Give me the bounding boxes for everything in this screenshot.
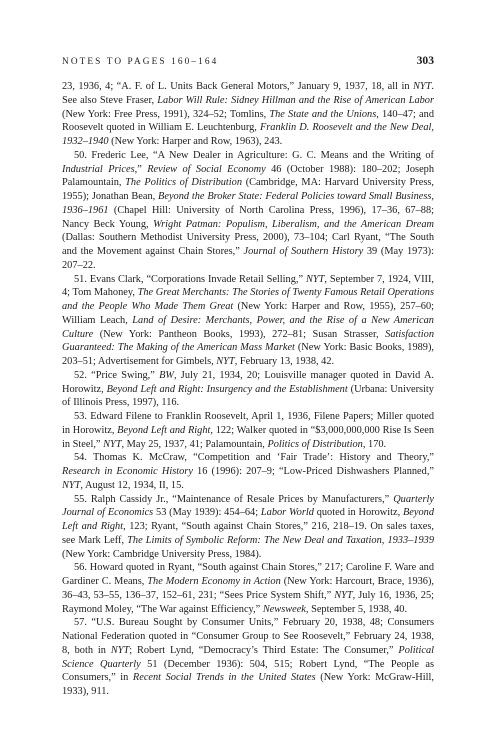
italic-title: NYT xyxy=(110,644,130,656)
italic-title: Newsweek xyxy=(262,603,306,615)
note-50: 50. Frederic Lee, “A New Dealer in Agriculture: G. C. Means and the Writing of Industrial Prices,” Review of Social Economy 46 (October 1988): 180–202; Joseph Palamountain, The Politics of Distribution (Cambridge, MA: Harvard University Press, 1955); Jonathan Bean, Beyond the Broker State: Federal Policies toward Small Business, 1936–1961 (Chapel Hill: University of North Carolina Press, 1996), 17–36, 67–88; Nancy Beck Young, Wright Patman: Populism, Liberalism, and the American Dream (Dallas: Southern Methodist University Press, 2000), 73–104; Carl Ryant, “The South and the Movement against Chain Stores,” Journal of Southern History 39 (May 1973): 207–22. xyxy=(62,149,434,271)
italic-title: Beyond the Broker State: Federal Policies toward Small Business, 1936–1961 xyxy=(62,191,434,216)
note-54: 54. Thomas K. McCraw, “Competition and ‘Fair Trade’: History and Theory,” Research in Economic History 16 (1996): 207–9; “Low-Priced Dishwashers Planned,” NYT, August 12, 1934, II, 15. xyxy=(62,452,434,491)
italic-title: Recent Social Trends in the United States xyxy=(132,672,316,684)
italic-title: Industrial Prices xyxy=(62,163,135,175)
italic-title: The Modern Economy in Action xyxy=(147,576,281,587)
note-53: 53. Edward Filene to Franklin Roosevelt, April 1, 1936, Filene Papers; Miller quoted in Horowitz, Beyond Left and Right, 122; Walker quoted in “$3,000,000,000 Rise Is Seen in Steel,” NYT, May 25, 1937, 41; Palamountain, Politics of Distribution, 170. xyxy=(62,411,434,450)
note-continuation: 23, 1936, 4; “A. F. of L. Units Back General Motors,” January 9, 1937, 18, all in NYT. See also Steve Fraser, Labor Will Rule: Sidney Hillman and the Rise of American Labor (New York: Free Press, 1991), 324–52; Tomlins, The State and the Unions, 140–47; and Roosevelt quoted in William E. Leuchtenburg, Franklin D. Roosevelt and the New Deal, 1932–1940 (New York: Harper and Row, 1963), 243. xyxy=(62,81,434,147)
italic-title: Quarterly Journal of Economics xyxy=(62,493,434,519)
italic-title: Beyond Left and Right xyxy=(62,507,434,532)
italic-title: Politics of Distribution xyxy=(267,438,363,450)
note-52: 52. “Price Swing,” BW, July 21, 1934, 20; Louisville manager quoted in David A. Horowitz, Beyond Left and Right: Insurgency and the Establishment (Urbana: University of Illinois Press, 1997), 116. xyxy=(62,369,434,409)
italic-title: Beyond Left and Right xyxy=(117,424,211,436)
italic-title: NYT xyxy=(334,589,353,601)
italic-title: The State and the Unions xyxy=(269,108,377,120)
italic-title: Labor Will Rule: Sidney Hillman and the Rise of American Labor xyxy=(157,94,434,106)
italic-title: NYT xyxy=(305,273,325,285)
italic-title: BW xyxy=(159,369,174,381)
note-51: 51. Evans Clark, “Corporations Invade Retail Selling,” NYT, September 7, 1924, VIII, 4; Tom Mahoney, The Great Merchants: The Stories of Twenty Famous Retail Operations and the People Who Made Them Great (New York: Harper and Row, 1955), 257–60; William Leach, Land of Desire: Merchants, Power, and the Rise of a New American Culture (New York: Pantheon Books, 1993), 272–81; Susan Strasser, Satisfaction Guaranteed: The Making of the American Mass Market (New York: Basic Books, 1989), 203–51; Advertisement for Gimbels, NYT, February 13, 1938, 42. xyxy=(62,273,435,367)
page-number: 303 xyxy=(416,54,434,67)
italic-title: The Great Merchants: The Stories of Twenty Famous Retail Operations and the People Who Made Them Great xyxy=(62,287,434,312)
italic-title: Research in Economic History xyxy=(62,466,193,477)
italic-title: Wright Patman: Populism, Liberalism, and the American Dream xyxy=(153,218,434,230)
note-57: 57. “U.S. Bureau Sought by Consumer Units,” February 20, 1938, 48; Consumers National Federation quoted in “Consumer Group to See Roosevelt,” February 24, 1938, 8, both in NYT; Robert Lynd, “Democracy’s Third Estate: The Consumer,” Political Science Quarterly 51 (December 1936): 504, 515; Robert Lynd, “The People as Consumers,” in Recent Social Trends in the United States (New York: McGraw-Hill, 1933), 911. xyxy=(62,617,435,697)
italic-title: Journal of Southern History xyxy=(243,246,364,257)
note-56: 56. Howard quoted in Ryant, “South against Chain Stores,” 217; Caroline F. Ware and Gardiner C. Means, The Modern Economy in Action (New York: Harcourt, Brace, 1936), 36–43, 53–55, 136–37, 152–61, 231; “Sees Price System Shift,” NYT, July 16, 1936, 25; Raymond Moley, “The War against Efficiency,” Newsweek, September 5, 1938, 40. xyxy=(62,562,435,615)
italic-title: NYT xyxy=(103,438,122,450)
running-title: NOTES TO PAGES 160–164 xyxy=(62,57,219,67)
italic-title: Labor World xyxy=(260,507,314,519)
italic-title: Beyond Left and Right: Insurgency and the Establishment xyxy=(106,383,348,395)
italic-title: Political Science Quarterly xyxy=(62,644,435,670)
note-55: 55. Ralph Cassidy Jr., “Maintenance of Resale Prices by Manufacturers,” Quarterly Journal of Economics 53 (May 1939): 454–64; Labor World quoted in Horowitz, Beyond Left and Right, 123; Ryant, “South against Chain Stores,” 216, 218–19. On sales taxes, see Mark Leff, The Limits of Symbolic Reform: The New Deal and Taxation, 1933–1939 (New York: Cambridge University Press, 1984). xyxy=(62,493,434,560)
running-head xyxy=(62,54,434,67)
italic-title: NYT xyxy=(62,479,81,491)
italic-title: The Limits of Symbolic Reform: The New Deal and Taxation, 1933–1939 xyxy=(127,534,434,546)
italic-title: NYT xyxy=(413,81,432,92)
italic-title: NYT xyxy=(216,356,235,367)
italic-title: The Politics of Distribution xyxy=(125,177,242,189)
italic-title: Review of Social Economy xyxy=(147,163,266,175)
italic-title: Franklin D. Roosevelt and the New Deal, 1932–1940 xyxy=(62,122,434,147)
italic-title: Satisfaction Guaranteed: The Making of the American Mass Market xyxy=(62,328,434,354)
endnotes xyxy=(62,80,434,699)
italic-title: Land of Desire: Merchants, Power, and the Rise of a New American Culture xyxy=(62,314,434,340)
